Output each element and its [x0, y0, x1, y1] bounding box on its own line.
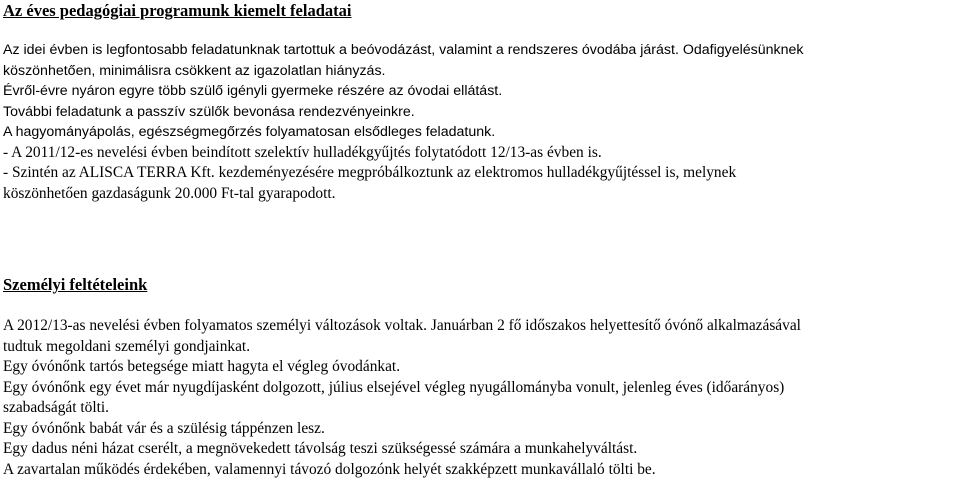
paragraph-line: A 2012/13-as nevelési évben folyamatos személyi változások voltak. Januárban 2 fő időszakos helyettesítő óvónő alkalmazásával — [3, 317, 801, 334]
paragraph-line: köszönhetően, minimálisra csökkent az igazolatlan hiányzás. — [3, 62, 386, 79]
paragraph-line: Az idei évben is legfontosabb feladatunknak tartottuk a beóvodázást, valamint a rendszeres óvodába járást. Odafigyelésünknek — [3, 42, 804, 58]
section-body-staffing — [3, 316, 959, 480]
paragraph-line: Egy óvónőnk tartós betegsége miatt hagyta el végleg óvodánkat. — [3, 358, 401, 375]
paragraph-line: Egy óvónőnk egy évet már nyugdíjasként dolgozott, július elsejével végleg nyugállományba vonult, jelenleg éves (időarányos) — [3, 378, 785, 396]
section-heading-priorities: Az éves pedagógiai programunk kiemelt feladatai — [3, 1, 352, 20]
section-body-priorities — [3, 40, 959, 204]
paragraph-line: Egy dadus néni házat cserélt, a megnövekedett távolság teszi szükségessé számára a munkahelyváltást. — [3, 440, 638, 457]
paragraph-line: - A 2011/12-es nevelési évben beindított szelektív hulladékgyűjtés folytatódott 12/13-as évben is. — [3, 143, 602, 161]
paragraph-line: tudtuk megoldani személyi gondjainkat. — [3, 337, 251, 355]
paragraph-line: A zavartalan működés érdekében, valamennyi távozó dolgozónk helyét szakképzett munkavállaló tölti be. — [3, 460, 656, 478]
paragraph-line: köszönhetően gazdaságunk 20.000 Ft-tal gyarapodott. — [3, 184, 336, 202]
paragraph-line: szabadságát tölti. — [3, 399, 109, 416]
paragraph-line: Évről-évre nyáron egyre több szülő igényli gyermeke részére az óvodai ellátást. — [3, 83, 503, 99]
section-heading-staffing: Személyi feltételeink — [3, 275, 148, 294]
paragraph-line: A hagyományápolás, egészségmegőrzés folyamatosan elsődleges feladatunk. — [3, 124, 496, 140]
paragraph-line: További feladatunk a passzív szülők bevonása rendezvényeinkre. — [3, 103, 415, 120]
paragraph-line: Egy óvónőnk babát vár és a szülésig táppénzen lesz. — [3, 419, 325, 437]
paragraph-line: - Szintén az ALISCA TERRA Kft. kezdeményezésére megpróbálkoztunk az elektromos hulladékgyűjtéssel is, melynek — [3, 164, 737, 181]
